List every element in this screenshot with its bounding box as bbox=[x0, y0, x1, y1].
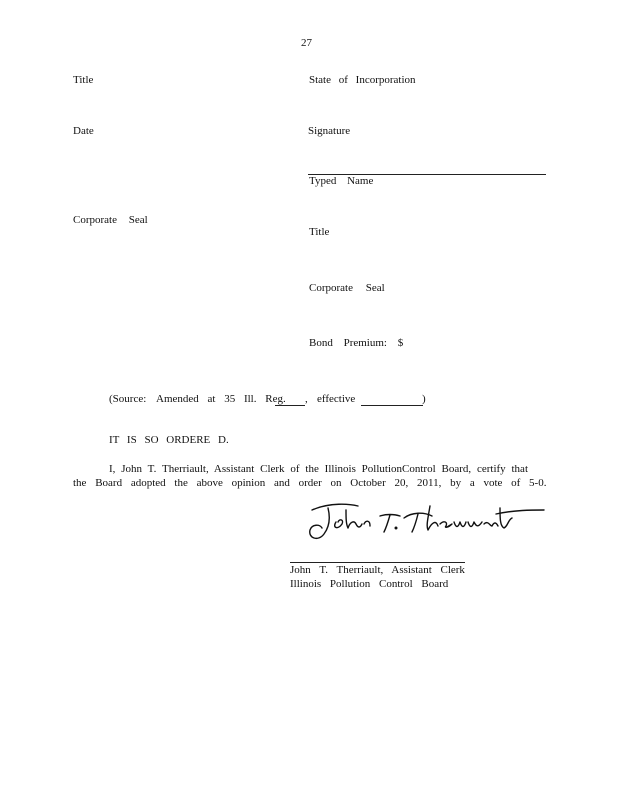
source-open: (Source: bbox=[109, 393, 147, 405]
corporate-seal-label-left: Corporate Seal bbox=[73, 214, 148, 226]
date-label: Date bbox=[73, 125, 94, 137]
title-label-right: Title bbox=[309, 226, 330, 238]
clerk-name-title: John T. Therriault, Assistant Clerk bbox=[290, 564, 465, 576]
title-label: Title bbox=[73, 74, 94, 86]
signature-label: Signature bbox=[308, 125, 351, 137]
source-comma: , bbox=[305, 393, 308, 405]
handwritten-signature bbox=[300, 498, 550, 546]
state-of-incorporation-label: State of Incorporation bbox=[309, 74, 416, 86]
board-name: Illinois Pollution Control Board bbox=[290, 578, 449, 590]
effective-date-blank bbox=[361, 405, 423, 406]
typed-name-label: Typed Name bbox=[309, 175, 374, 187]
register-blank bbox=[275, 405, 305, 406]
source-close: ) bbox=[422, 393, 426, 405]
source-amended: Amended at 35 Ill. Reg. bbox=[156, 393, 286, 405]
source-effective: effective bbox=[317, 393, 356, 405]
certification-line-1: I, John T. Therriault, Assistant Clerk of the Illinois PollutionControl Board, certify that bbox=[109, 463, 528, 475]
corporate-seal-label-right: Corporate Seal bbox=[309, 282, 385, 294]
clerk-signature-line bbox=[290, 562, 465, 563]
order-statement: IT IS SO ORDERE D. bbox=[109, 434, 229, 446]
certification-line-2: the Board adopted the above opinion and order on October 20, 2011, by a vote of 5-0. bbox=[73, 477, 547, 489]
page-number: 27 bbox=[301, 37, 312, 49]
bond-premium-label: Bond Premium: $ bbox=[309, 337, 404, 349]
